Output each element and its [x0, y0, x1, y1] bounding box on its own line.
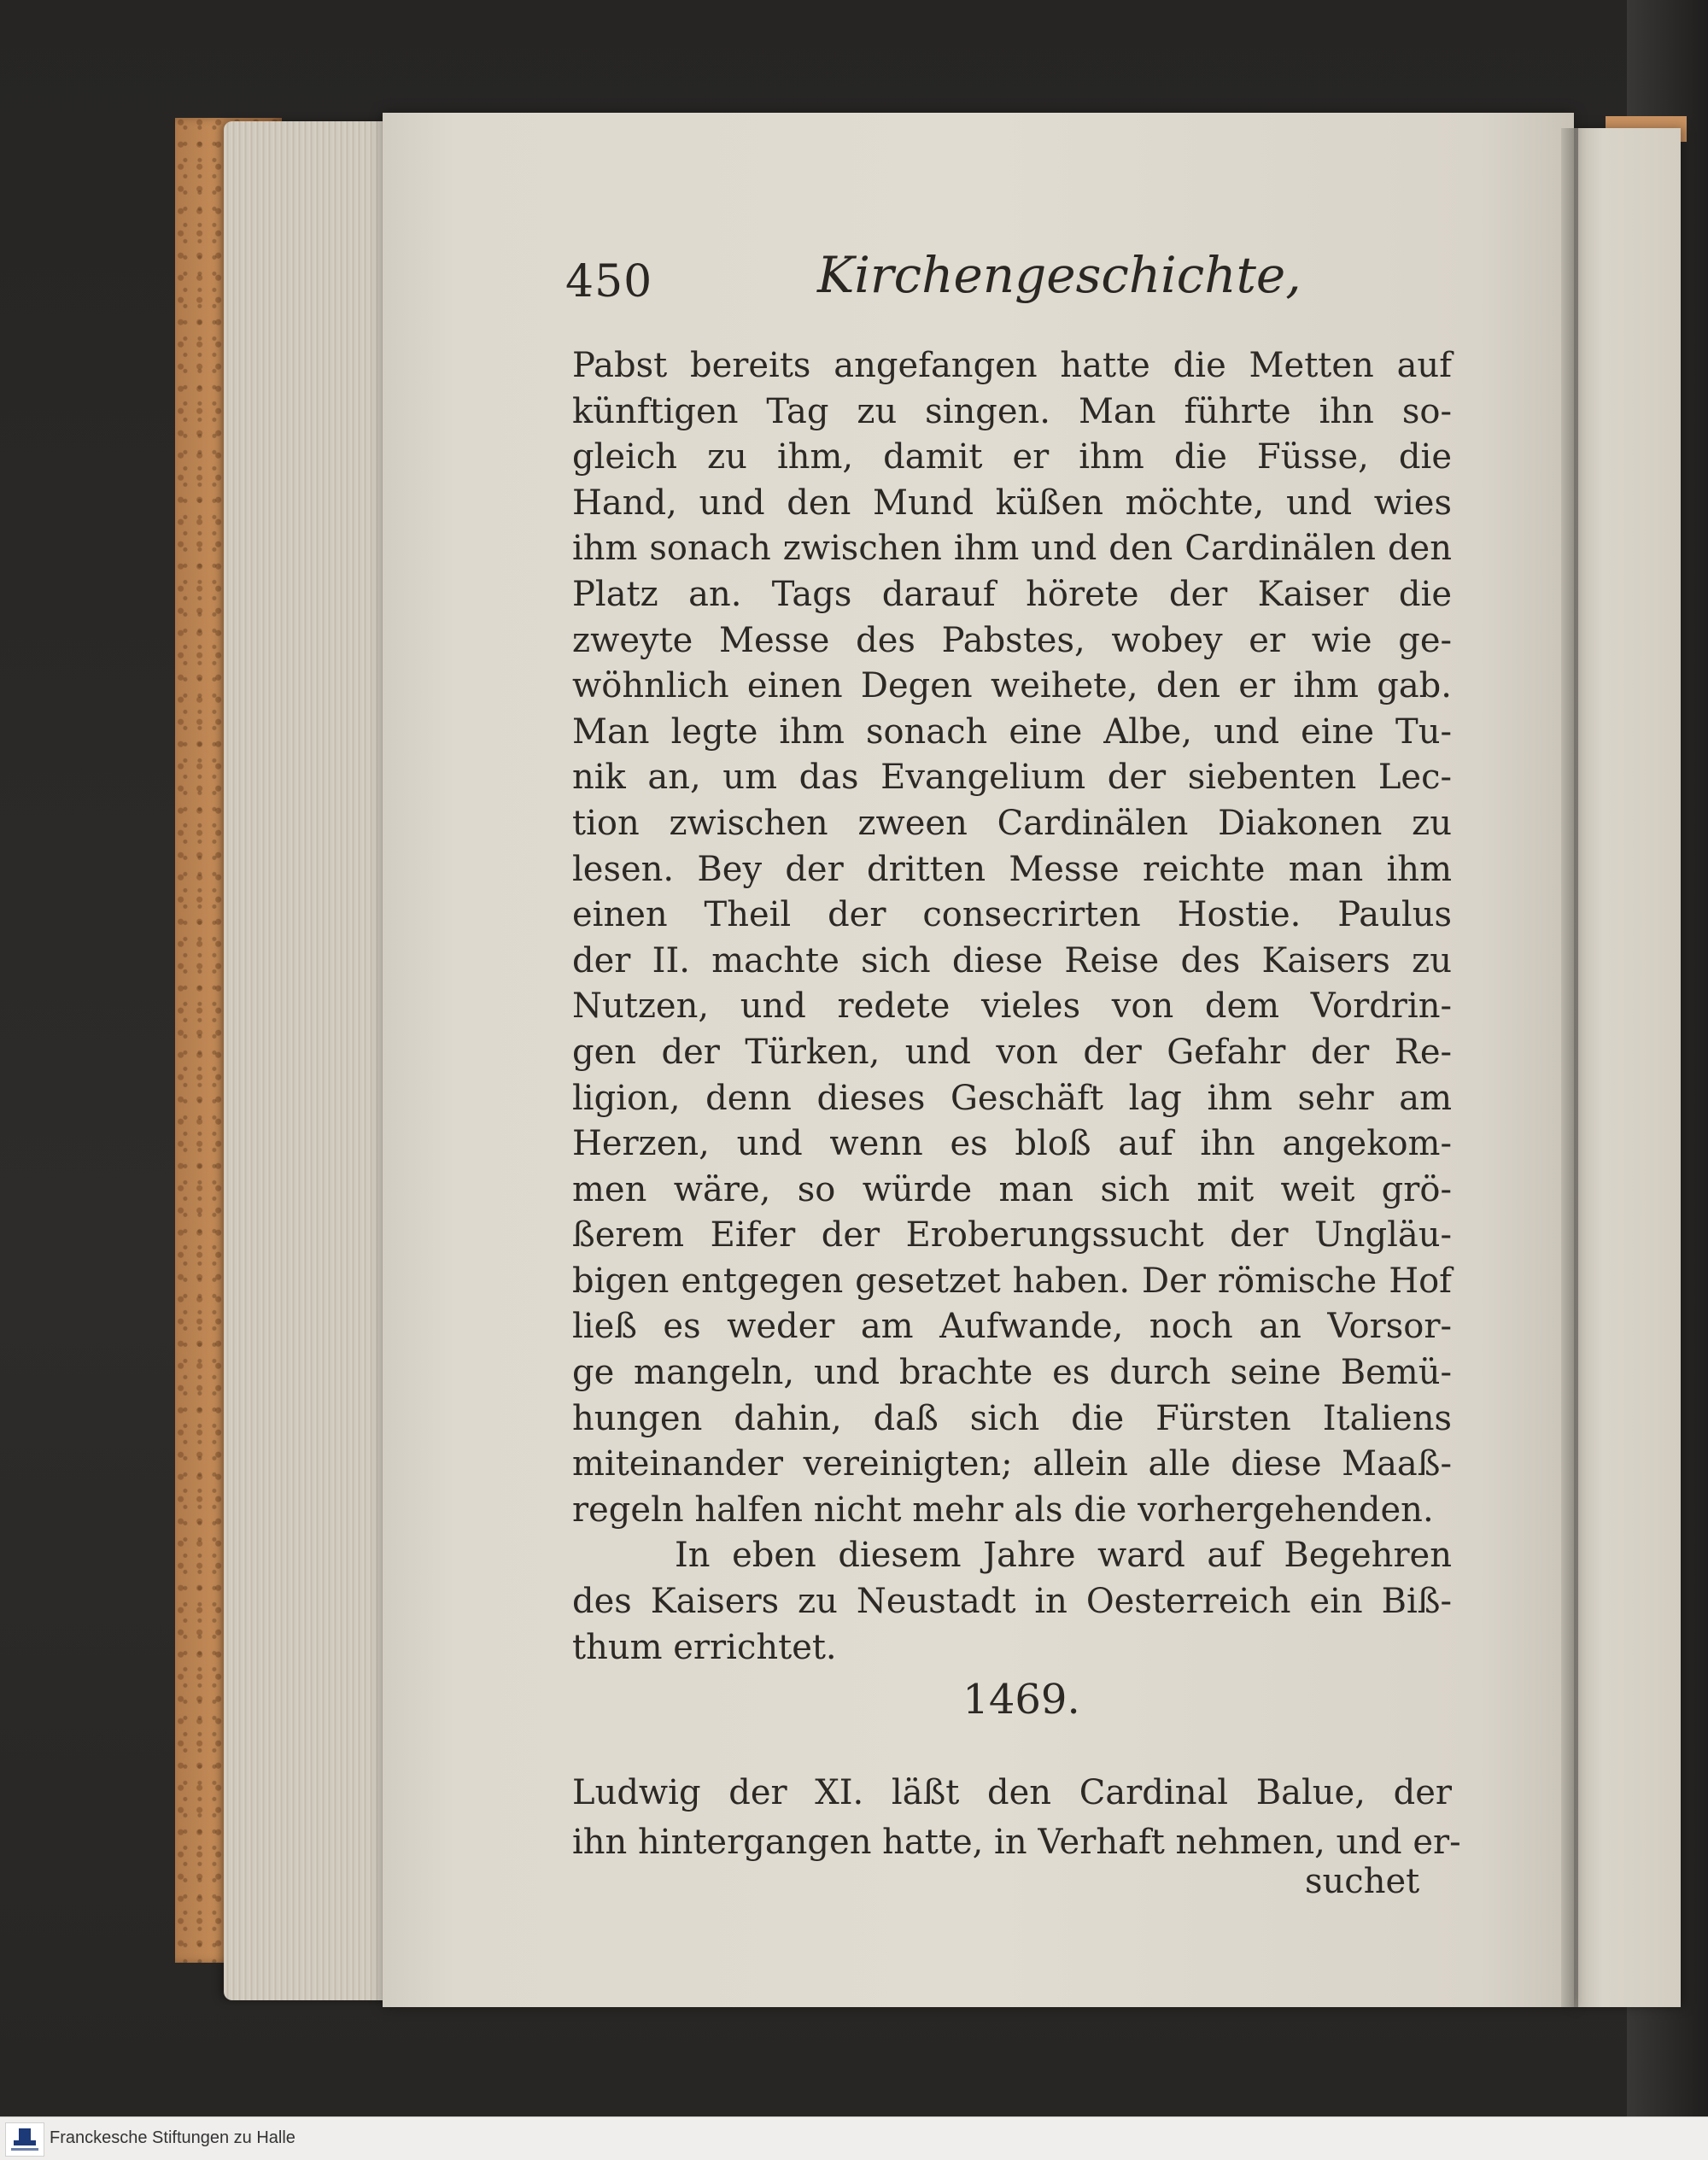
text-line: nik an, um das Evangelium der siebenten Lec- [572, 758, 1452, 798]
text-line: ßerem Eifer der Eroberungssucht der Ungläu- [572, 1215, 1452, 1256]
text-line: Hand, und den Mund küßen möchte, und wies [572, 483, 1452, 523]
page-number: 450 [565, 256, 653, 307]
footer-bar [0, 2116, 1708, 2160]
text-line: wöhnlich einen Degen weihete, den er ihm gab. [572, 666, 1452, 706]
text-line: der II. machte sich diese Reise des Kaisers zu [572, 940, 1452, 980]
text-line: gleich zu ihm, damit er ihm die Füsse, die [572, 437, 1452, 477]
text-line: ließ es weder am Aufwande, noch an Vorsor- [572, 1307, 1452, 1347]
facing-page [1570, 128, 1681, 2007]
summary-line: Ludwig der XI. läßt den Cardinal Balue, der [572, 1773, 1452, 1812]
summary-line: ihn hintergangen hatte, in Verhaft nehmen, und er- [572, 1823, 1461, 1862]
text-line: men wäre, so würde man sich mit weit grö- [572, 1169, 1452, 1209]
text-line: ligion, denn dieses Geschäft lag ihm sehr am [572, 1078, 1452, 1118]
text-line: Nutzen, und redete vieles von dem Vordrin- [572, 986, 1452, 1027]
text-line: tion zwischen zween Cardinälen Diakonen zu [572, 803, 1452, 843]
text-line: miteinander vereinigten; allein alle diese Maaß- [572, 1444, 1452, 1484]
text-line: regeln halfen nicht mehr als die vorhergehenden. [572, 1490, 1434, 1530]
body-text [572, 343, 1452, 1671]
footer-institution-label: Franckesche Stiftungen zu Halle [50, 2128, 295, 2147]
text-line: Herzen, und wenn es bloß auf ihn angekom- [572, 1124, 1452, 1164]
page-gutter [1561, 128, 1578, 2007]
text-line: In eben diesem Jahre ward auf Begehren [675, 1536, 1452, 1576]
text-line: thum errichtet. [572, 1627, 837, 1667]
year-heading-row [0, 1676, 1708, 1724]
summary-text [572, 1768, 1461, 1867]
text-line: des Kaisers zu Neustadt in Oesterreich ein Biß- [572, 1582, 1452, 1622]
text-line: lesen. Bey der dritten Messe reichte man ihm [572, 849, 1452, 889]
text-line: ge mangeln, und brachte es durch seine Bemü- [572, 1353, 1452, 1393]
text-line: Man legte ihm sonach eine Albe, und eine Tu- [572, 711, 1452, 752]
text-line: Platz an. Tags darauf hörete der Kaiser die [572, 574, 1452, 614]
text-line: künftigen Tag zu singen. Man führte ihn so- [572, 391, 1452, 431]
text-line: einen Theil der consecrirten Hostie. Paulus [572, 895, 1452, 935]
text-line: gen der Türken, und von der Gefahr der Re- [572, 1032, 1452, 1072]
text-line: Pabst bereits angefangen hatte die Metten auf [572, 346, 1452, 385]
text-line: zweyte Messe des Pabstes, wobey er wie ge- [572, 620, 1452, 660]
year-heading: 1469. [962, 1676, 1080, 1724]
text-line: bigen entgegen gesetzet haben. Der römische Hof [572, 1261, 1452, 1301]
text-line: hungen dahin, daß sich die Fürsten Italiens [572, 1398, 1452, 1438]
text-line: ihm sonach zwischen ihm und den Cardinälen den [572, 529, 1452, 569]
francke-foundations-logo-icon[interactable] [5, 2122, 44, 2157]
page-header [565, 246, 1449, 314]
running-head: Kirchengeschichte, [817, 246, 1301, 304]
catchword: suchet [1305, 1862, 1420, 1901]
